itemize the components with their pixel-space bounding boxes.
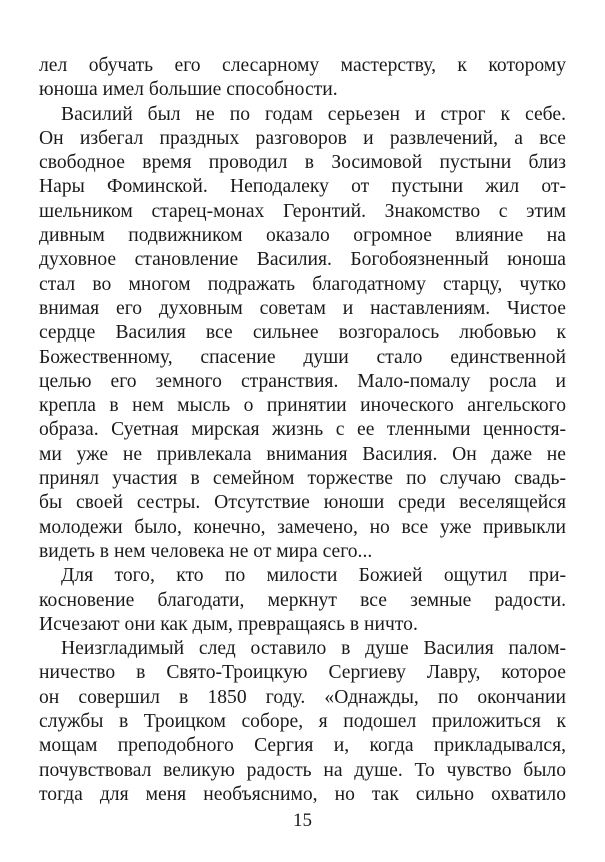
text-line: Для того, кто по милости Божией ощутил при- — [61, 565, 566, 587]
text-line: бы своей сестры. Отсутствие юноши среди веселящейся — [39, 492, 566, 514]
text-line: юноша имел большие способности. — [39, 79, 338, 101]
text-line: Неизгладимый след оставило в душе Василия палом- — [61, 638, 566, 660]
text-line: шельником старец-монах Геронтий. Знакомство с этим — [39, 200, 566, 222]
book-page-text — [39, 54, 566, 807]
text-line: Он избегал праздных разговоров и развлечений, а все — [39, 127, 566, 149]
text-line: службы в Троицком соборе, я подошел приложиться к — [39, 711, 566, 733]
text-line: дивным подвижником оказало огромное влияние на — [39, 225, 566, 247]
text-line: тогда для меня необъяснимо, но так сильно охватило — [39, 783, 566, 805]
text-line: Василий был не по годам серьезен и строг к себе. — [61, 103, 566, 125]
text-line: видеть в нем человека не от мира сего... — [39, 540, 373, 562]
text-line: ничество в Свято-Троицкую Сергиеву Лавру, которое — [39, 662, 566, 684]
text-line: молодежи было, конечно, замечено, но все уже привыкли — [39, 516, 566, 538]
text-line: Нары Фоминской. Неподалеку от пустыни жил от- — [39, 176, 566, 198]
paragraph-3 — [39, 564, 566, 637]
text-line: стал во многом подражать благодатному старцу, чутко — [39, 273, 566, 295]
paragraph-4 — [39, 637, 566, 807]
paragraph-2 — [39, 103, 566, 565]
text-line: образа. Суетная мирская жизнь с ее тленными ценностя- — [39, 419, 566, 441]
text-line: свободное время проводил в Зосимовой пустыни близ — [39, 152, 566, 174]
text-line: почувствовал великую радость на душе. То чувство было — [39, 759, 566, 781]
text-line: ми уже не привлекала внимания Василия. Он даже не — [39, 443, 566, 465]
text-line: Исчезают они как дым, превращаясь в ничто. — [39, 613, 418, 635]
text-line: принял участия в семейном торжестве по случаю свадь- — [39, 468, 566, 490]
text-line: мощам преподобного Сергия и, когда прикладывался, — [39, 735, 566, 757]
paragraph-1 — [39, 54, 566, 103]
text-line: лел обучать его слесарному мастерству, к которому — [39, 55, 566, 76]
text-line: он совершил в 1850 году. «Однажды, по окончании — [39, 686, 566, 708]
text-line: духовное становление Василия. Богобоязненный юноша — [39, 249, 566, 271]
page-number: 15 — [293, 810, 312, 831]
text-line: сердце Василия все сильнее возгоралось любовью к — [39, 322, 566, 344]
text-line: крепла в нем мысль о принятии иноческого ангельского — [39, 395, 566, 417]
text-line: Божественному, спасение души стало единственной — [39, 346, 566, 368]
text-line: целью его земного странствия. Мало-помалу росла и — [39, 370, 566, 392]
text-line: косновение благодати, меркнут все земные радости. — [39, 589, 566, 611]
text-line: внимая его духовным советам и наставлениям. Чистое — [39, 297, 566, 319]
